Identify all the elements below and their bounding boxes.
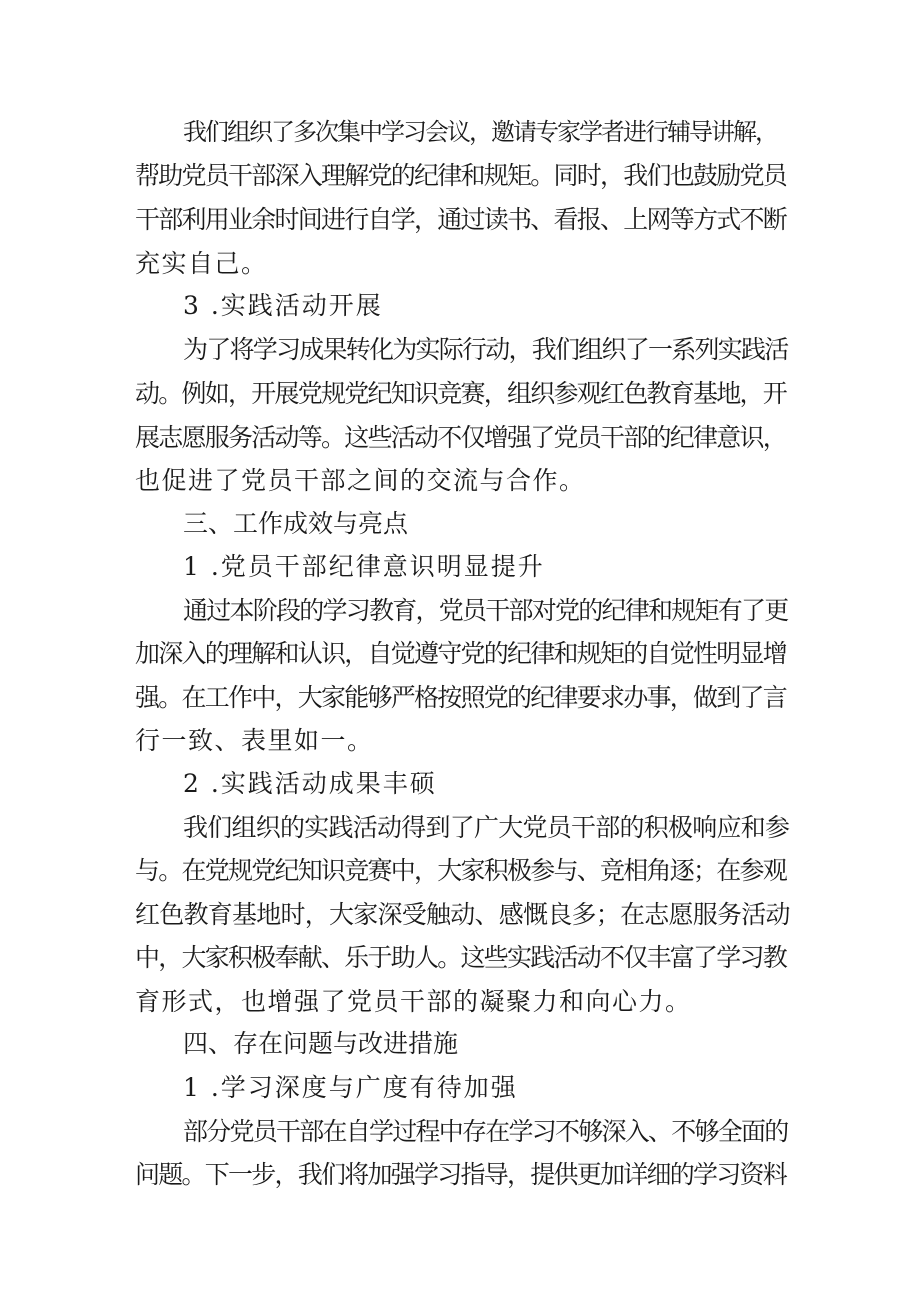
paragraph-line: 也促进了党员干部之间的交流与合作。 (135, 466, 586, 495)
paragraph-line: 中，大家积极奉献、乐于助人。这些实践活动不仅丰富了学习教 (135, 943, 787, 972)
paragraph-line: 行一致、表里如一。 (135, 726, 374, 755)
subheading: 3 .实践活动开展 (183, 291, 383, 320)
paragraph-line: 强。在工作中，大家能够严格按照党的纪律要求办事，做到了言 (135, 683, 787, 712)
paragraph-line: 展志愿服务活动等。这些活动不仅增强了党员干部的纪律意识， (135, 423, 787, 452)
subheading: 2 .实践活动成果丰硕 (183, 769, 437, 798)
paragraph-line: 红色教育基地时，大家深受触动、感慨良多；在志愿服务活动 (135, 900, 790, 929)
paragraph-line: 帮助党员干部深入理解党的纪律和规矩。同时，我们也鼓励党员 (135, 161, 787, 190)
subheading: 1 .党员干部纪律意识明显提升 (183, 552, 545, 581)
paragraph-line: 通过本阶段的学习教育，党员干部对党的纪律和规矩有了更 (183, 596, 788, 625)
paragraph-line: 干部利用业余时间进行自学，通过读书、看报、上网等方式不断 (135, 205, 787, 234)
paragraph-line: 我们组织的实践活动得到了广大党员干部的积极响应和参 (183, 813, 790, 842)
paragraph-line: 与。在党规党纪知识竞赛中，大家积极参与、竞相角逐；在参观 (135, 856, 787, 885)
section-heading: 四、存在问题与改进措施 (183, 1029, 459, 1058)
paragraph-line: 动。例如，开展党规党纪知识竞赛，组织参观红色教育基地，开 (135, 379, 787, 408)
paragraph-line: 加深入的理解和认识，自觉遵守党的纪律和规矩的自觉性明显增 (135, 639, 787, 668)
paragraph-line: 充实自己。 (135, 249, 268, 278)
subheading: 1 .学习深度与广度有待加强 (183, 1073, 518, 1102)
paragraph-line: 我们组织了多次集中学习会议，邀请专家学者进行辅导讲解， (183, 118, 777, 146)
paragraph-line: 部分党员干部在自学过程中存在学习不够深入、不够全面的 (183, 1117, 788, 1146)
paragraph-line: 育形式，也增强了党员干部的凝聚力和向心力。 (135, 987, 692, 1016)
section-heading: 三、工作成效与亮点 (183, 509, 409, 538)
paragraph-line: 为了将学习成果转化为实际行动，我们组织了一系列实践活 (183, 335, 788, 364)
paragraph-line: 问题。下一步，我们将加强学习指导，提供更加详细的学习资料 (135, 1160, 787, 1189)
